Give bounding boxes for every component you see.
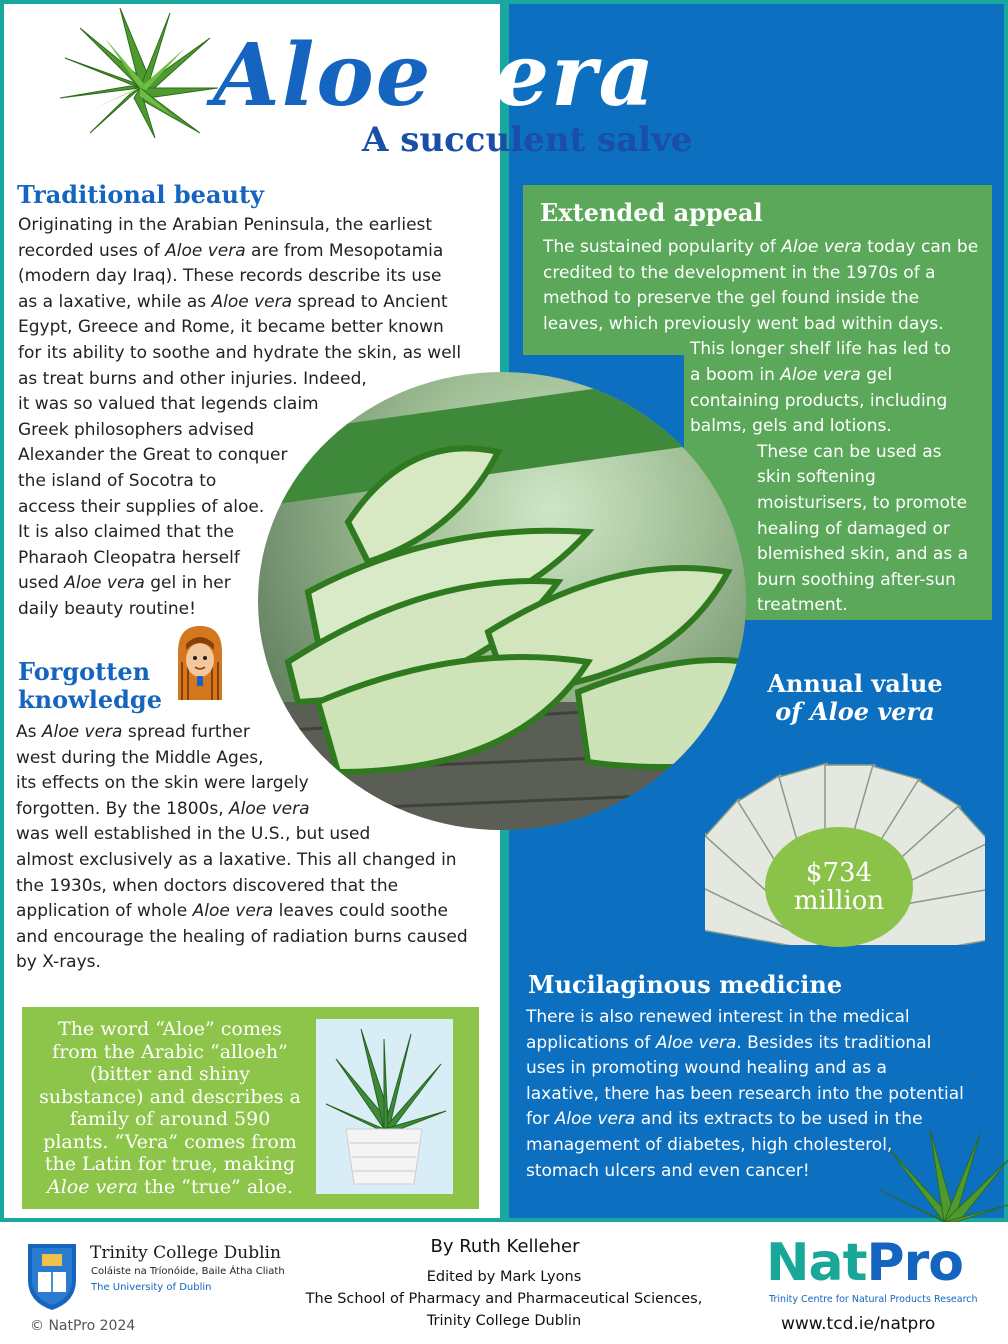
copyright: © NatPro 2024 <box>30 1318 136 1334</box>
text-line: Greek philosophers advised <box>18 419 254 440</box>
text-line: daily beauty routine! <box>18 598 196 619</box>
text-line: leaves, which previously went bad within days. <box>543 313 944 334</box>
text-line: the 1930s, when doctors discovered that the <box>16 875 399 896</box>
text-line: forgotten. By the 1800s, Aloe vera <box>16 798 310 819</box>
text-line: was well established in the U.S., but used <box>16 824 371 845</box>
page-title <box>213 26 656 126</box>
species-name: Aloe vera <box>211 291 293 312</box>
text-line: skin softening <box>757 467 876 488</box>
text-line: Originating in the Arabian Peninsula, the earliest <box>18 215 433 235</box>
heading-annual-value <box>760 670 950 726</box>
text-line: and encourage the healing of radiation burns caused <box>16 926 468 947</box>
text-line: These can be used as <box>757 441 942 462</box>
author-byline: By Ruth Kelleher <box>430 1236 580 1257</box>
text-line: containing products, including <box>690 390 948 411</box>
heading-forgotten-knowledge: Forgotten knowledge <box>18 657 162 714</box>
tcd-irish-name: Coláiste na Tríonóide, Baile Átha Cliath <box>91 1266 285 1277</box>
text-line: Egypt, Greece and Rome, it became better known <box>18 317 444 338</box>
text-line: The word “Aloe” comes <box>58 1018 282 1040</box>
natpro-url[interactable]: www.tcd.ie/natpro <box>781 1314 936 1334</box>
pharaoh-icon <box>170 622 230 700</box>
title-word-aloe: Aloe <box>213 25 433 126</box>
annual-value-amount: $734 <box>805 858 873 888</box>
annual-value-badge <box>765 827 913 947</box>
annual-value-unit: million <box>793 886 885 916</box>
text-line: applications of Aloe vera. Besides its traditional <box>526 1032 932 1053</box>
natpro-logo <box>766 1232 963 1294</box>
potted-aloe-photo <box>316 1019 453 1194</box>
species-name: Aloe vera <box>165 240 246 261</box>
text-line: blemished skin, and as a <box>757 544 969 565</box>
text-line: used Aloe vera gel in her <box>18 573 231 594</box>
text-line: treatment. <box>757 595 848 616</box>
text-line: As Aloe vera spread further <box>16 722 250 742</box>
species-name: Aloe vera <box>229 798 310 819</box>
text-line: uses in promoting wound healing and as a <box>526 1058 887 1079</box>
text-line: (bitter and shiny <box>89 1063 251 1085</box>
text-line: moisturisers, to promote <box>757 492 968 513</box>
word-origin-text <box>30 1018 310 1198</box>
text-line: laxative, there has been research into the potential <box>526 1083 964 1104</box>
heading-line: Annual value <box>767 669 943 698</box>
species-name: Aloe vera <box>781 237 862 257</box>
text-line: it was so valued that legends claim <box>18 394 319 415</box>
text-line: plants. “Vera” comes from <box>43 1130 297 1153</box>
text-line: healing of damaged or <box>757 518 950 539</box>
tcd-name: Trinity College Dublin <box>90 1243 281 1263</box>
species-name: Aloe vera <box>554 1109 636 1130</box>
natpro-logo-nat: Nat <box>766 1233 867 1293</box>
tcd-crest-icon <box>24 1240 80 1312</box>
text-line: burn soothing after-sun <box>757 569 956 590</box>
text-line: the Latin for true, making <box>44 1153 296 1175</box>
text-line: substance) and describes a <box>39 1085 301 1108</box>
text-line: stomach ulcers and even cancer! <box>526 1160 810 1181</box>
text-line: as a laxative, while as Aloe vera spread to Ancient <box>18 291 448 312</box>
species-name: Aloe vera <box>655 1032 737 1053</box>
credit-line: Trinity College Dublin <box>426 1313 582 1329</box>
aloe-plant-icon <box>60 8 220 138</box>
text-line: It is also claimed that the <box>18 522 235 543</box>
text-line: credited to the development in the 1970s of a <box>543 262 936 283</box>
text-line: almost exclusively as a laxative. This all changed in <box>16 849 457 870</box>
text-line: family of around 590 <box>69 1108 271 1130</box>
tcd-university: The University of Dublin <box>91 1282 212 1293</box>
text-line: management of diabetes, high cholesterol, <box>526 1134 893 1155</box>
text-line: (modern day Iraq). These records describe its use <box>18 266 442 287</box>
text-line: as treat burns and other injuries. Indeed, <box>18 368 367 389</box>
text-line: balms, gels and lotions. <box>690 416 892 437</box>
text-line: This longer shelf life has led to <box>690 339 952 360</box>
text-line: method to preserve the gel found inside the <box>543 288 920 309</box>
aloe-slices-photo <box>258 372 746 830</box>
text-line: its effects on the skin were largely <box>16 773 309 794</box>
credits <box>290 1266 718 1332</box>
aloe-plant-icon <box>880 1130 1008 1222</box>
page-subtitle: A succulent salve <box>362 120 693 160</box>
text-line: for its ability to soothe and hydrate the skin, as well <box>18 342 462 363</box>
natpro-logo-pro: Pro <box>866 1233 963 1293</box>
text-line: by X-rays. <box>16 952 101 973</box>
text-line: There is also renewed interest in the medical <box>526 1007 910 1027</box>
text-line: Pharaoh Cleopatra herself <box>18 547 240 568</box>
species-name: Aloe vera <box>41 722 123 742</box>
heading-traditional-beauty: Traditional beauty <box>17 180 264 209</box>
text-line: a boom in Aloe vera gel <box>690 364 893 385</box>
heading-line: of Aloe vera <box>775 697 935 726</box>
text-line: The sustained popularity of Aloe vera today can be <box>543 237 979 257</box>
text-line: from the Arabic “alloeh” <box>52 1040 288 1063</box>
species-name: Aloe vera <box>192 901 274 922</box>
credit-line: The School of Pharmacy and Pharmaceutical Sciences, <box>305 1291 703 1307</box>
title-word-vera: vera <box>442 25 657 126</box>
natpro-tagline: Trinity Centre for Natural Products Research <box>769 1294 978 1305</box>
species-name: Aloe vera <box>47 1175 138 1198</box>
text-line: access their supplies of aloe. <box>18 496 265 517</box>
text-line: Aloe vera the “true” aloe. <box>47 1175 293 1198</box>
text-line: the island of Socotra to <box>18 470 217 491</box>
heading-extended-appeal: Extended appeal <box>540 198 763 227</box>
credit-line: Edited by Mark Lyons <box>426 1269 582 1285</box>
heading-mucilaginous-medicine: Mucilaginous medicine <box>528 970 843 999</box>
text-line: application of whole Aloe vera leaves could soothe <box>16 901 448 922</box>
text-line: Alexander the Great to conquer <box>18 445 288 466</box>
species-name: Aloe vera <box>64 573 145 594</box>
text-line: west during the Middle Ages, <box>16 747 264 768</box>
species-name: Aloe vera <box>780 364 861 385</box>
text-line: for Aloe vera and its extracts to be used in the <box>526 1109 923 1130</box>
text-line: recorded uses of Aloe vera are from Mesopotamia <box>18 240 444 261</box>
